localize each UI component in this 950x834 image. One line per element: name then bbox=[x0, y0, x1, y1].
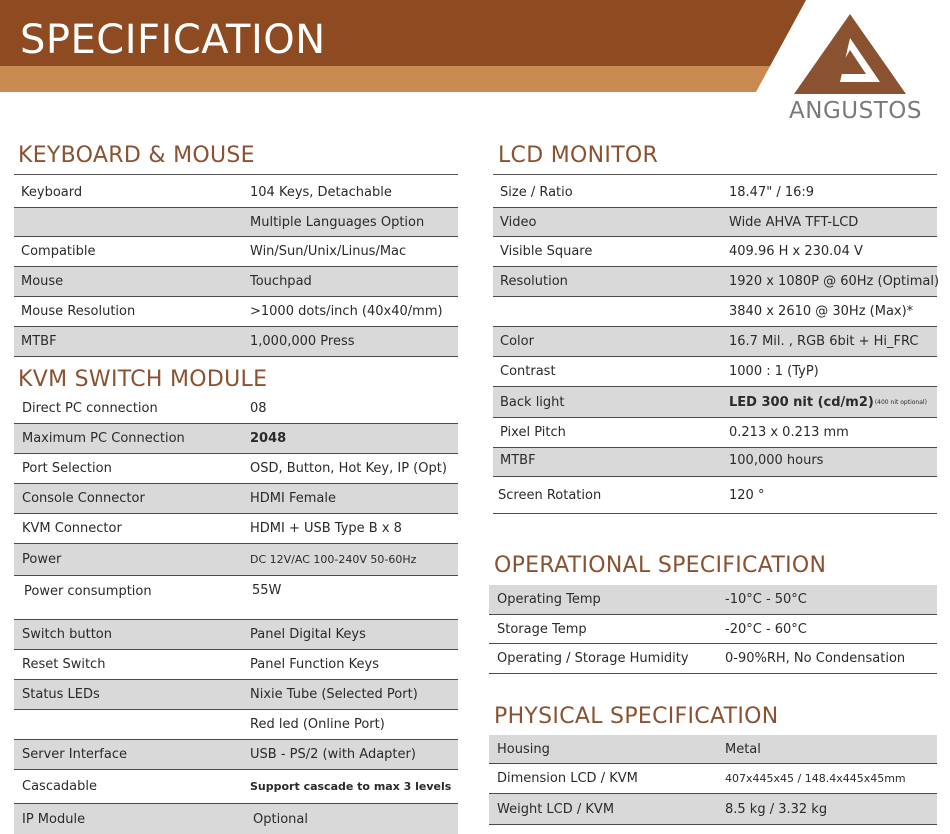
row-value: 18.47" / 16:9 bbox=[729, 185, 815, 200]
keyboard-mouse-table bbox=[14, 178, 458, 357]
row-label: Color bbox=[500, 334, 534, 349]
row-label: Reset Switch bbox=[22, 657, 106, 672]
table-row bbox=[14, 804, 458, 834]
row-value: 409.96 H x 230.04 V bbox=[729, 244, 863, 259]
row-value: 3840 x 2610 @ 30Hz (Max)* bbox=[729, 304, 914, 319]
row-label: Screen Rotation bbox=[498, 487, 602, 503]
backlight-note: (400 nit optional) bbox=[874, 398, 927, 406]
table-row bbox=[489, 585, 937, 615]
table-row bbox=[493, 418, 937, 448]
kvm-switch-table bbox=[14, 394, 458, 834]
row-label: Weight LCD / KVM bbox=[497, 801, 615, 817]
table-row bbox=[14, 680, 458, 710]
row-value: Panel Function Keys bbox=[250, 657, 379, 672]
table-row bbox=[14, 544, 458, 576]
row-value: Multiple Languages Option bbox=[250, 214, 425, 230]
row-value: Wide AHVA TFT-LCD bbox=[729, 214, 859, 230]
row-value: 407x445x45 / 148.4x445x45mm bbox=[725, 772, 906, 785]
section-title-kvm-switch: KVM SWITCH MODULE bbox=[18, 367, 268, 392]
page-title: SPECIFICATION bbox=[20, 17, 326, 63]
row-value: Touchpad bbox=[250, 274, 312, 289]
row-label: Compatible bbox=[21, 244, 96, 259]
section-title-keyboard-mouse: KEYBOARD & MOUSE bbox=[18, 143, 255, 168]
row-value: 1000 : 1 (TyP) bbox=[729, 364, 819, 379]
row-value: 0-90%RH, No Condensation bbox=[725, 651, 906, 666]
row-label: Size / Ratio bbox=[500, 185, 573, 200]
table-row bbox=[14, 297, 458, 327]
table-row bbox=[14, 740, 458, 770]
table-row bbox=[493, 237, 937, 267]
row-value bbox=[729, 387, 927, 417]
row-label: Pixel Pitch bbox=[500, 425, 566, 440]
row-label: Mouse Resolution bbox=[21, 304, 136, 319]
table-row bbox=[14, 454, 458, 484]
table-row bbox=[493, 387, 937, 418]
row-value: >1000 dots/inch (40x40/mm) bbox=[250, 304, 443, 319]
row-label: Power consumption bbox=[24, 584, 152, 599]
row-value: 16.7 Mil. , RGB 6bit + Hi_FRC bbox=[729, 334, 919, 349]
row-label: Housing bbox=[497, 741, 550, 757]
operational-table bbox=[489, 585, 937, 674]
table-row bbox=[14, 576, 458, 620]
row-label: Direct PC connection bbox=[22, 401, 158, 416]
row-label: MTBF bbox=[21, 334, 57, 349]
row-label: Contrast bbox=[500, 364, 556, 379]
table-row bbox=[493, 448, 937, 477]
table-row bbox=[493, 178, 937, 208]
row-label: Keyboard bbox=[21, 185, 83, 200]
row-value: Metal bbox=[725, 741, 761, 757]
row-value: Optional bbox=[253, 812, 308, 827]
row-label: Maximum PC Connection bbox=[22, 431, 185, 446]
row-label: Mouse bbox=[21, 274, 64, 289]
row-value: 55W bbox=[252, 583, 282, 598]
row-value: 100,000 hours bbox=[729, 453, 824, 468]
table-row bbox=[493, 357, 937, 387]
table-row bbox=[14, 770, 458, 804]
section-title-lcd-monitor: LCD MONITOR bbox=[498, 143, 659, 168]
section-title-physical: PHYSICAL SPECIFICATION bbox=[494, 704, 779, 729]
row-value: OSD, Button, Hot Key, IP (Opt) bbox=[250, 461, 447, 476]
table-row bbox=[493, 327, 937, 357]
row-value: 08 bbox=[250, 401, 267, 416]
table-row bbox=[493, 267, 940, 297]
table-row bbox=[14, 424, 458, 454]
table-row bbox=[14, 237, 458, 267]
table-row bbox=[14, 394, 458, 424]
lcd-monitor-table bbox=[493, 178, 940, 514]
brand-name: ANGUSTOS bbox=[789, 98, 922, 124]
table-row bbox=[493, 297, 937, 327]
row-value: HDMI + USB Type B x 8 bbox=[250, 521, 402, 536]
table-row bbox=[493, 208, 937, 237]
row-value: 1,000,000 Press bbox=[250, 334, 355, 349]
row-value: 8.5 kg / 3.32 kg bbox=[725, 801, 828, 817]
section-divider bbox=[493, 174, 937, 175]
row-value: USB - PS/2 (with Adapter) bbox=[250, 747, 416, 762]
row-label: Storage Temp bbox=[497, 621, 587, 637]
row-label: IP Module bbox=[22, 812, 86, 827]
row-label: Port Selection bbox=[22, 461, 112, 476]
row-label: Switch button bbox=[22, 627, 112, 642]
row-label: Video bbox=[500, 214, 537, 230]
section-title-operational: OPERATIONAL SPECIFICATION bbox=[494, 553, 827, 578]
row-label: Console Connector bbox=[22, 491, 145, 506]
row-value: 120 ° bbox=[729, 487, 765, 503]
row-value: 104 Keys, Detachable bbox=[250, 185, 392, 200]
table-row bbox=[14, 327, 458, 357]
row-value: Panel Digital Keys bbox=[250, 627, 366, 642]
physical-table bbox=[489, 735, 937, 825]
table-row bbox=[14, 208, 458, 237]
row-value: Support cascade to max 3 levels bbox=[250, 780, 452, 793]
row-value: 0.213 x 0.213 mm bbox=[729, 425, 849, 440]
row-label: KVM Connector bbox=[22, 521, 122, 536]
row-label: Back light bbox=[500, 394, 565, 410]
table-row bbox=[489, 764, 937, 794]
row-label: Cascadable bbox=[22, 779, 98, 794]
row-value: 1920 x 1080P @ 60Hz (Optimal) bbox=[729, 274, 940, 289]
row-label: Status LEDs bbox=[22, 687, 100, 702]
row-value: Red led (Online Port) bbox=[250, 717, 385, 732]
table-row bbox=[14, 650, 458, 680]
table-row bbox=[489, 794, 937, 825]
table-row bbox=[14, 620, 458, 650]
table-row bbox=[14, 267, 458, 297]
row-label: Visible Square bbox=[500, 244, 593, 259]
row-label: Operating Temp bbox=[497, 592, 601, 607]
header-banner bbox=[0, 0, 810, 92]
row-label: MTBF bbox=[500, 453, 536, 468]
row-label: Dimension LCD / KVM bbox=[497, 771, 638, 786]
section-divider bbox=[14, 174, 458, 175]
row-label: Resolution bbox=[500, 274, 568, 289]
row-value: -10°C - 50°C bbox=[725, 592, 807, 607]
table-row bbox=[489, 735, 937, 764]
row-value: HDMI Female bbox=[250, 491, 336, 506]
row-label: Operating / Storage Humidity bbox=[497, 651, 689, 666]
row-value: Nixie Tube (Selected Port) bbox=[250, 687, 418, 702]
backlight-value: LED 300 nit (cd/m2) bbox=[729, 394, 874, 410]
table-row bbox=[489, 644, 937, 674]
table-row bbox=[14, 178, 458, 208]
table-row bbox=[14, 710, 458, 740]
table-row bbox=[489, 615, 937, 644]
row-value: Win/Sun/Unix/Linus/Mac bbox=[250, 244, 407, 259]
row-value: -20°C - 60°C bbox=[725, 621, 807, 637]
table-row bbox=[493, 477, 937, 514]
row-value: DC 12V/AC 100-240V 50-60Hz bbox=[250, 553, 417, 566]
row-label: Server Interface bbox=[22, 747, 127, 762]
row-label: Power bbox=[22, 552, 62, 567]
table-row bbox=[14, 484, 458, 514]
row-value: 2048 bbox=[250, 431, 287, 446]
table-row bbox=[14, 514, 458, 544]
